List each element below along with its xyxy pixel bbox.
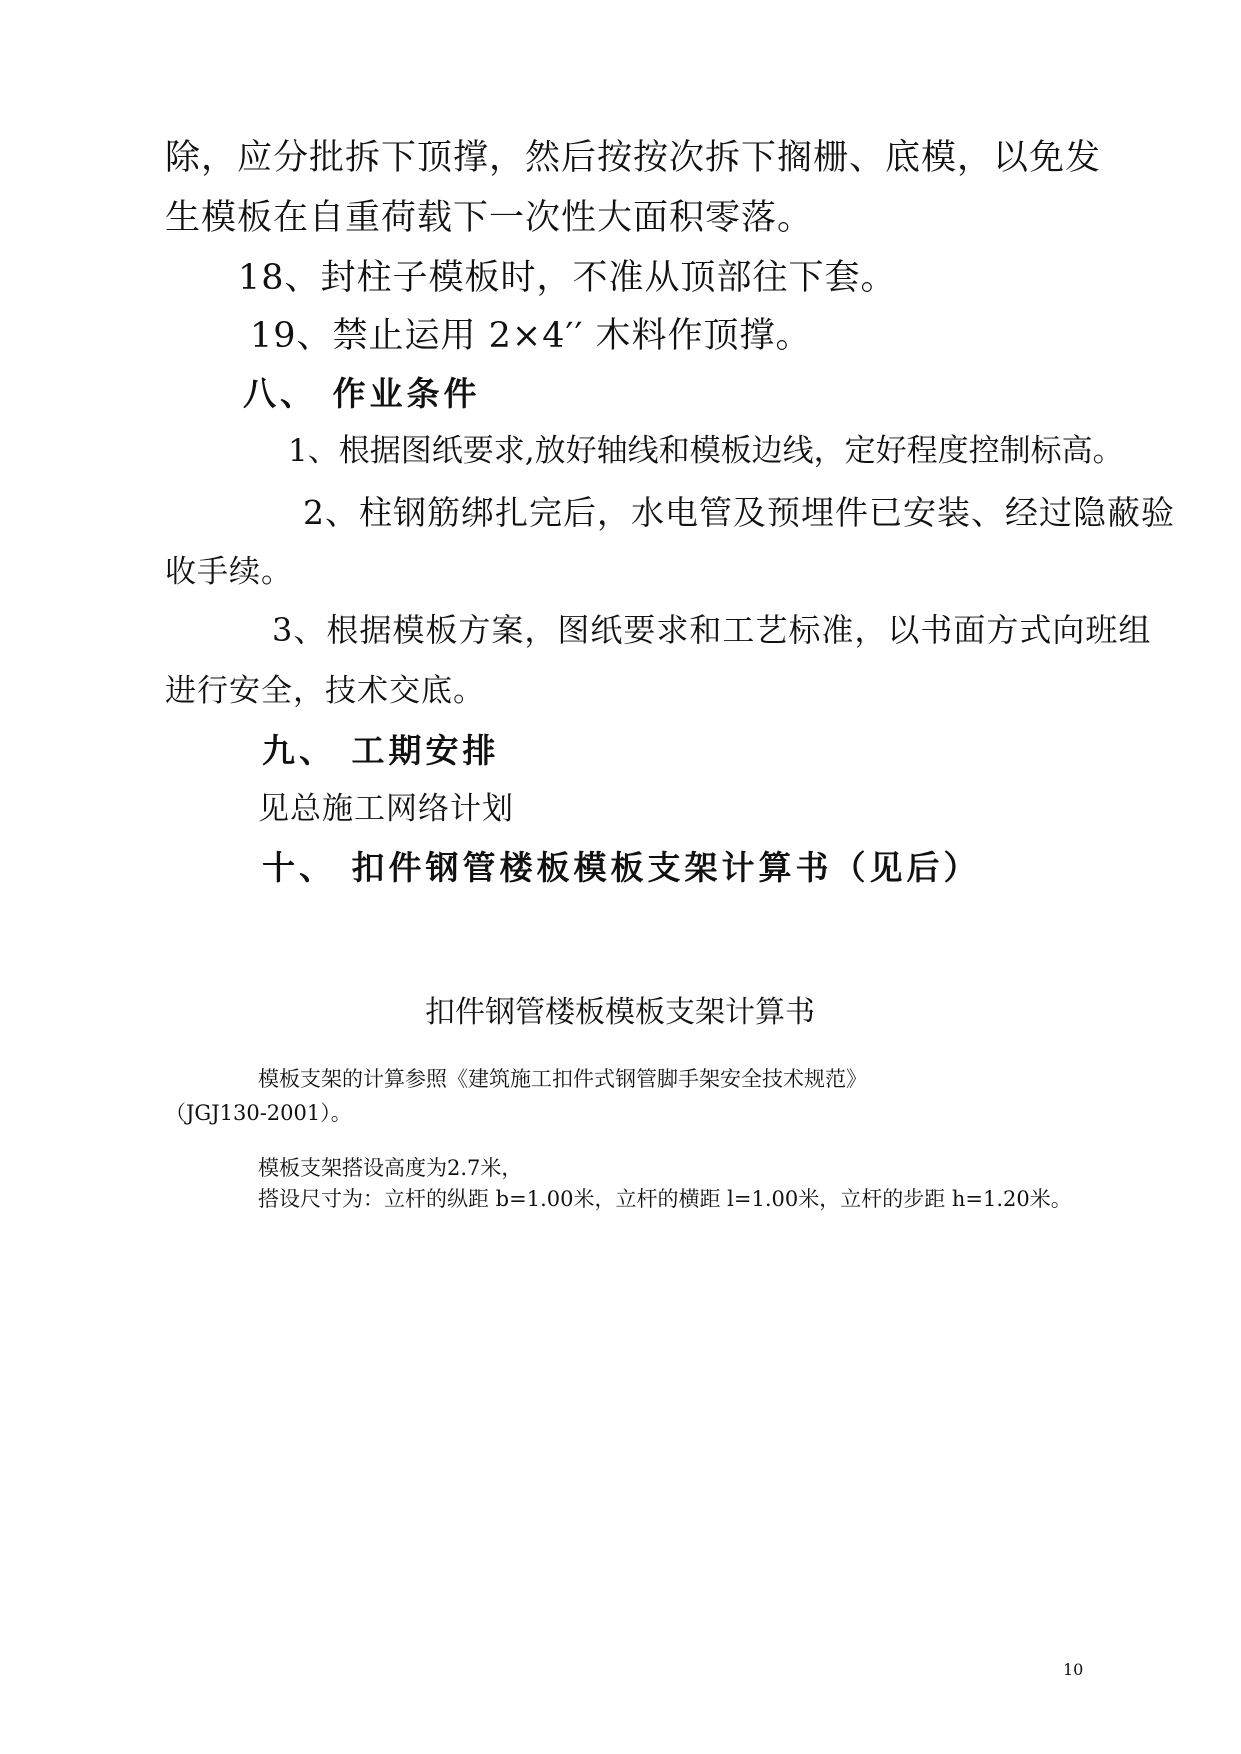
page-number: 10: [1063, 1660, 1084, 1679]
calc-line-3: 模板支架搭设高度为2.7米，: [258, 1156, 523, 1180]
section-10-heading: 十、 扣件钢管楼板模板支架计算书（见后）: [262, 848, 981, 887]
section-9-heading: 九、 工期安排: [262, 731, 500, 770]
section-8-item-1: 1、根据图纸要求,放好轴线和模板边线，定好程度控制标高。: [288, 433, 1124, 469]
calc-line-4: 搭设尺寸为：立杆的纵距 b=1.00米，立杆的横距 l=1.00米，立杆的步距 h=1.20米。: [258, 1187, 1072, 1211]
body-line-2: 生模板在自重荷载下一次性大面积零落。: [165, 198, 814, 238]
section-8-item-3-cont: 进行安全，技术交底。: [165, 673, 485, 709]
section-8-heading: 八、 作业条件: [243, 374, 481, 413]
section-8-item-2: 2、柱钢筋绑扎完后，水电管及预埋件已安装、经过隐蔽验: [303, 493, 1175, 532]
calc-title: 扣件钢管楼板模板支架计算书: [425, 995, 815, 1030]
section-8-item-3: 3、根据模板方案，图纸要求和工艺标准，以书面方式向班组: [272, 611, 1152, 649]
calc-line-2: （JGJ130-2001）。: [165, 1101, 352, 1125]
calc-line-1: 模板支架的计算参照《建筑施工扣件式钢管脚手架安全技术规范》: [258, 1067, 867, 1091]
section-8-item-2-cont: 收手续。: [165, 554, 293, 590]
body-line-1: 除，应分批拆下顶撑，然后按按次拆下搁栅、底模，以免发: [165, 138, 1102, 178]
section-9-text: 见总施工网络计划: [258, 791, 514, 827]
item-18: 18、封柱子模板时，不准从顶部往下套。: [238, 258, 897, 298]
item-19: 19、禁止运用 2×4′′ 木料作顶撑。: [250, 316, 812, 356]
